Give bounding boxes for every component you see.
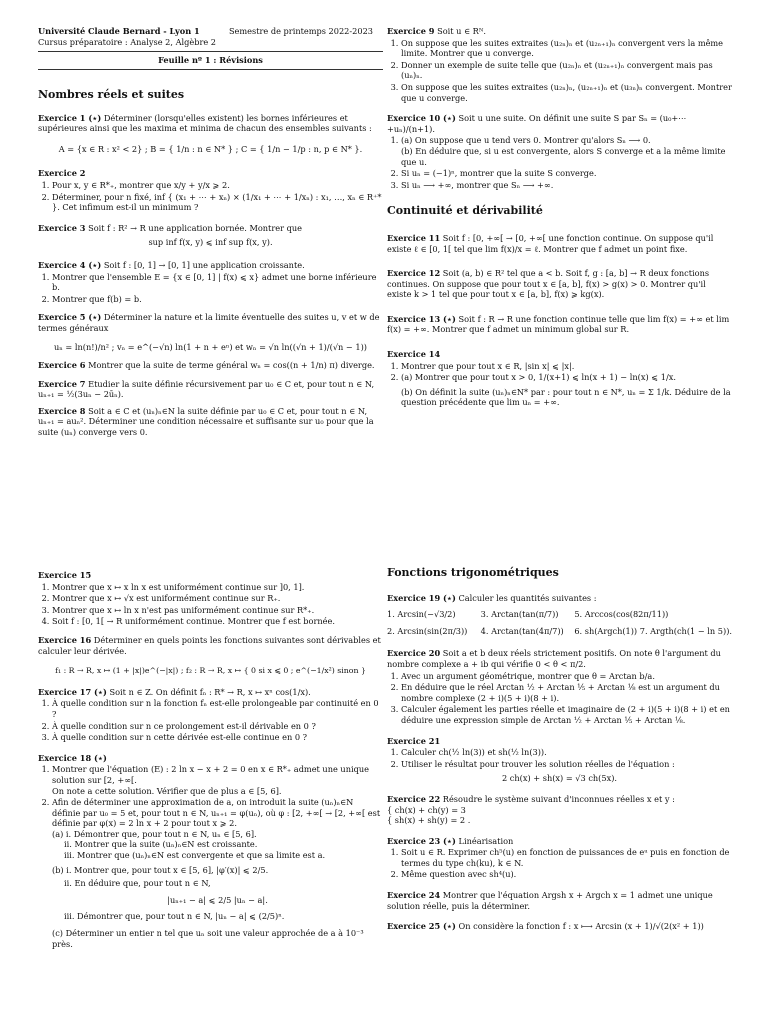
exercise-title: Exercice 7: [38, 378, 86, 389]
semester: Semestre de printemps 2022-2023: [228, 26, 373, 36]
exercise-title: Exercice 6: [38, 360, 86, 371]
list-item: 3. Calculer également les parties réelle et imaginaire de (2 + i)(5 + i)(8 + i) et en déduire une expression simple de Arctan ½ + Arctan ⅕ + Arctan ⅛.: [401, 704, 732, 725]
left-top-column: [38, 90, 383, 438]
exercise-text: Linéarisation: [458, 835, 514, 846]
list-item: 2. Montrer que x ↦ √x est uniformément continue sur R₊.: [52, 593, 383, 604]
exercise-text: Montrer que l'équation Argsh x + Argch x = 1 admet une unique solution réelle, puis la déterminer.: [387, 890, 713, 911]
exercise-text: Soit f : R → R une fonction continue telle que lim f(x) = +∞ et lim f(x) = +∞. Montrer que f admet un minimum global sur R.: [387, 313, 730, 335]
list-item: [52, 797, 383, 949]
list-item: 3. Si uₙ ⟶ +∞, montrer que Sₙ ⟶ +∞.: [401, 180, 732, 191]
grid-cell: 3. Arctan(tan(π/7)): [480, 609, 559, 620]
sub-item: 1. (a) On suppose que u tend vers 0. Montrer qu'alors Sₙ ⟶ 0.: [401, 135, 651, 146]
exercise-title: Exercice 17 (⋆): [38, 686, 107, 697]
exercise-title: Exercice 19 (⋆): [387, 592, 456, 603]
exercise-title: Exercice 24: [387, 890, 441, 901]
sub-item: (c) Déterminer un entier n tel que uₙ soit une valeur approchée de a à 10⁻³ près.: [52, 928, 364, 949]
list-item: 3. À quelle condition sur n cette dérivée est-elle continue en 0 ?: [52, 732, 383, 743]
exercise-title: Exercice 1 (⋆): [38, 112, 102, 123]
list-item: 1. À quelle condition sur n la fonction fₙ est-elle prolongeable par continuité en 0 ?: [52, 698, 383, 719]
list-item: [401, 372, 732, 408]
list-item: 2. Même question avec sh⁴(u).: [401, 869, 732, 880]
exercise-text: Soit u une suite. On définit une suite S par Sₙ = (u₀+⋯+uₙ)/(n+1).: [387, 113, 687, 134]
exercise-18: [38, 753, 383, 950]
exercise-21: [387, 736, 732, 784]
exercise-16: [38, 635, 383, 677]
exercise-text: Soit f : R² → R une application bornée. Montrer que: [88, 222, 302, 233]
item-text: 2. Afin de déterminer une approximation de a, on introduit la suite (uₙ)ₙ∈N définie par u₀ = 5 et, pour tout n ∈ N, uₙ₊₁ = φ(uₙ), où φ : [2, +∞[ → [2, +∞[ est définie par φ(x) = 2 ln x + 2 pour tout x ⩾ 2.: [52, 797, 381, 829]
item-text: On note a cette solution. Vérifier que de plus a ∈ [5, 6].: [52, 785, 282, 796]
exercise-text: On considère la fonction f : x ⟼ Arcsin (x + 1)/√(2(x² + 1)): [458, 921, 704, 932]
exercise-formula: uₙ = ln(n!)/n² ; vₙ = e^(−√n) ln(1 + n + eⁿ) et wₙ = √n ln((√n + 1)/(√n − 1)): [54, 341, 367, 352]
list-item: 1. Pour x, y ∈ R*₊, montrer que x/y + y/x ⩾ 2.: [52, 180, 383, 191]
exercise-text: Soit f : [0, 1] → [0, 1] une application croissante.: [103, 259, 305, 270]
sub-item: 2. (a) Montrer que pour tout x > 0, 1/(x+1) ⩽ ln(x + 1) − ln(x) ⩽ 1/x.: [401, 372, 676, 383]
exercise-title: Exercice 10 (⋆): [387, 113, 456, 124]
exercise-1: [38, 113, 383, 155]
list-item: 2. Montrer que f(b) = b.: [52, 294, 383, 305]
exercise-text: Soit f : [0, +∞[ → [0, +∞[ une fonction continue. On suppose qu'il existe ℓ ∈ [0, 1[ tel que lim f(x)/x = ℓ. Montrer que f admet un point fixe.: [387, 232, 714, 254]
exercise-10: [387, 113, 732, 190]
exercise-text: Soit n ∈ Z. On définit fₙ : R* → R, x ↦ xⁿ cos(1/x).: [109, 686, 311, 697]
list-item: 2. Déterminer, pour n fixé, inf { (x₁ + ⋯ + xₙ) × (1/x₁ + ⋯ + 1/xₙ) : x₁, …, xₙ ∈ R⁺* }. Cet infimum est-il un minimum ?: [52, 192, 383, 213]
list-item: 1. Soit u ∈ R. Exprimer ch⁵(u) en fonction de puissances de eᵘ puis en fonction de termes du type ch(ku), k ∈ N.: [401, 847, 732, 868]
exercise-17: [38, 687, 383, 743]
exercise-text: Soit a ∈ C et (uₙ)ₙ∈N la suite définie par u₀ ∈ C et, pour tout n ∈ N, uₙ₊₁ = auₙ². Déterminer une condition nécessaire et suffisante sur u₀ pour que la suite (uₙ) converge vers 0.: [38, 405, 374, 438]
list-item: 4. Soit f : [0, 1[ → R uniformément continue. Montrer que f est bornée.: [52, 616, 383, 627]
exercise-6: [38, 360, 383, 371]
exercise-3: [38, 223, 383, 248]
exercise-formula: f₁ : R → R, x ↦ (1 + |x|)e^(−|x|) ; f₂ : R → R, x ↦ { 0 si x ⩽ 0 ; e^(−1/x²) sinon }: [55, 666, 366, 676]
grid-cell: 6. sh(Argch(1)) 7. Argth(ch(1 − ln 5)).: [574, 625, 732, 636]
exercise-7: [38, 379, 383, 400]
list-item: 1. Avec un argument géométrique, montrer que θ = Arctan b/a.: [401, 671, 732, 682]
exercise-text: Résoudre le système suivant d'inconnues réelles x et y :: [442, 793, 675, 804]
section-title-continuity: Continuité et dérivabilité: [387, 204, 543, 218]
exercise-title: Exercice 3: [38, 222, 86, 233]
header-rule-bottom: [38, 69, 383, 70]
sub-item: iii. Démontrer que, pour tout n ∈ N, |uₙ − a| ⩽ (2/5)ⁿ.: [64, 911, 285, 922]
exercise-24: [387, 890, 732, 911]
exercise-title: Exercice 4 (⋆): [38, 259, 102, 270]
list-item: [52, 764, 383, 796]
exercise-text: Montrer que la suite de terme général wₙ = cos((n + 1/n) π) diverge.: [88, 360, 375, 371]
exercise-title: Exercice 21: [387, 735, 441, 746]
exercise-text: Soit (a, b) ∈ R² tel que a < b. Soit f, g : [a, b] → R deux fonctions continues. On suppose que pour tout x ∈ [a, b], f(x) > g(x) > 0. Montrer qu'il existe k > 1 tel que pour tout x ∈ [a, b], f(x) ⩾ kg(x).: [387, 268, 710, 300]
course-name: Cursus préparatoire : Analyse 2, Algèbre 2: [38, 37, 217, 47]
header: [38, 26, 383, 48]
exercise-text: Déterminer la nature et la limite éventuelle des suites u, v et w de termes généraux: [38, 312, 380, 333]
exercise-title: Exercice 16: [38, 634, 92, 645]
grid-cell: 4. Arctan(tan(4π/7)): [480, 625, 564, 636]
exercise-23: [387, 836, 732, 880]
sub-item: (b) On définit la suite (uₙ)ₙ∈N* par : pour tout n ∈ N*, uₙ = Σ 1/k. Déduire de la question précédente que lim uₙ = +∞.: [401, 386, 731, 408]
exercise-15: [38, 570, 383, 627]
list-item: 2. En déduire que le réel Arctan ½ + Arctan ⅕ + Arctan ⅛ est un argument du nombre complexe (2 + i)(5 + i)(8 + i).: [401, 682, 732, 703]
exercise-formula: sup inf f(x, y) ⩽ inf sup f(x, y).: [148, 237, 273, 248]
exercise-formula: A = {x ∈ R : x² < 2} ; B = { 1/n : n ∈ N* } ; C = { 1/n − 1/p : n, p ∈ N* }.: [58, 143, 363, 154]
university-name: Université Claude Bernard - Lyon 1: [38, 26, 200, 36]
exercise-formula: |uₙ₊₁ − a| ⩽ 2/5 |uₙ − a|.: [167, 894, 268, 905]
grid-cell: 1. Arcsin(−√3/2): [387, 609, 456, 620]
exercise-text: Calculer les quantités suivantes :: [458, 592, 597, 603]
exercise-title: Exercice 14: [387, 349, 441, 360]
exercise-19: [387, 593, 732, 637]
exercise-22: [387, 794, 732, 826]
system-line: { sh(x) + sh(y) = 2 .: [387, 815, 471, 826]
list-item: 1. Calculer ch(½ ln(3)) et sh(½ ln(3)).: [401, 747, 732, 758]
exercise-11: [387, 233, 732, 254]
sub-item: (b) En déduire que, si u est convergente, alors S converge et a la même limite que u.: [401, 145, 726, 167]
section-title-reals: Nombres réels et suites: [38, 88, 185, 101]
exercise-2: [38, 168, 383, 212]
list-item: [401, 135, 732, 167]
list-item: 2. Donner un exemple de suite telle que (u₂ₙ)ₙ et (u₂ₙ₊₁)ₙ convergent mais pas (uₙ)ₙ.: [401, 60, 732, 81]
left-bottom-column: [38, 570, 383, 950]
list-item: 1. Montrer que l'ensemble E = {x ∈ [0, 1] | f(x) ⩽ x} admet une borne inférieure b.: [52, 272, 383, 293]
exercise-4: [38, 260, 383, 304]
exercise-title: Exercice 18 (⋆): [38, 752, 107, 763]
item-text: 1. Montrer que l'équation (E) : 2 ln x − x + 2 = 0 en x ∈ R*₊ admet une unique solution sur [2, +∞[.: [52, 764, 369, 785]
right-bottom-column: [387, 568, 732, 932]
list-item: 2. Utiliser le résultat pour trouver les solution réelles de l'équation :: [401, 759, 732, 770]
list-item: 3. Montrer que x ↦ ln x n'est pas uniformément continue sur R*₊.: [52, 605, 383, 616]
exercise-title: Exercice 22: [387, 793, 441, 804]
exercise-formula: 2 ch(x) + sh(x) = √3 ch(5x).: [502, 773, 617, 784]
list-item: 1. Montrer que x ↦ x ln x est uniformément continue sur ]0, 1].: [52, 582, 383, 593]
system-line: { ch(x) + ch(y) = 3: [387, 804, 466, 815]
sub-item: (b) i. Montrer que, pour tout x ∈ [5, 6], |φ′(x)| ⩽ 2/5.: [52, 864, 269, 875]
list-item: 2. À quelle condition sur n ce prolongement est-il dérivable en 0 ?: [52, 721, 383, 732]
list-item: 3. On suppose que les suites extraites (u₂ₙ)ₙ, (u₂ₙ₊₁)ₙ et (u₃ₙ)ₙ convergent. Montrer que u converge.: [401, 82, 732, 103]
exercise-9: [387, 26, 732, 103]
exercise-title: Exercice 11: [387, 232, 441, 243]
exercise-8: [38, 406, 383, 438]
exercise-text: Déterminer en quels points les fonctions suivantes sont dérivables et calculer leur dérivée.: [38, 634, 381, 656]
exercise-text: Déterminer (lorsqu'elles existent) les bornes inférieures et supérieures ainsi que les maxima et minima de chacun des ensembles suivants :: [38, 112, 372, 134]
exercise-20: [387, 648, 732, 725]
exercise-12: [387, 268, 732, 300]
header-rule-top: [38, 51, 383, 52]
quantities-grid: [387, 609, 732, 636]
exercise-5: [38, 312, 383, 352]
list-item: 1. On suppose que les suites extraites (u₂ₙ)ₙ et (u₂ₙ₊₁)ₙ convergent vers la même limite. Montrer que u converge.: [401, 38, 732, 59]
exercise-text: Soit a et b deux réels strictement positifs. On note θ l'argument du nombre complexe a + ib qui vérifie 0 < θ < π/2.: [387, 648, 721, 669]
sub-item: (a) i. Démontrer que, pour tout n ∈ N, uₙ ∈ [5, 6].: [52, 828, 257, 839]
exercise-title: Exercice 23 (⋆): [387, 835, 456, 846]
exercise-14: [387, 349, 732, 408]
sheet-title: Feuille nº 1 : Révisions: [158, 55, 263, 65]
exercise-title: Exercice 15: [38, 570, 92, 580]
exercise-title: Exercice 8: [38, 405, 86, 416]
exercise-text: Etudier la suite définie récursivement par u₀ ∈ C et, pour tout n ∈ N, uₙ₊₁ = ½(3uₙ − 2ūₙ).: [38, 378, 375, 400]
list-item: 2. Si uₙ = (−1)ⁿ, montrer que la suite S converge.: [401, 168, 732, 179]
exercise-13: [387, 314, 732, 335]
right-top-column: [387, 26, 732, 409]
exercise-title: Exercice 20: [387, 648, 441, 659]
sub-item: iii. Montrer que (uₙ)ₙ∈N est convergente et que sa limite est a.: [64, 850, 326, 861]
sub-item: ii. Montrer que la suite (uₙ)ₙ∈N est croissante.: [64, 839, 258, 850]
grid-cell: 2. Arcsin(sin(2π/3)): [387, 625, 468, 636]
exercise-25: [387, 921, 732, 932]
exercise-title: Exercice 12: [387, 268, 441, 279]
exercise-title: Exercice 9: [387, 26, 435, 36]
exercise-title: Exercice 13 (⋆): [387, 313, 456, 324]
sub-item: ii. En déduire que, pour tout n ∈ N,: [64, 878, 211, 889]
list-item: 1. Montrer que pour tout x ∈ R, |sin x| ⩽ |x|.: [401, 361, 732, 372]
exercise-text: Soit u ∈ Rᴺ.: [437, 26, 486, 36]
exercise-title: Exercice 2: [38, 168, 86, 179]
grid-cell: 5. Arccos(cos(82π/11)): [574, 609, 669, 620]
exercise-title: Exercice 5 (⋆): [38, 312, 102, 323]
section-title-trig: Fonctions trigonométriques: [387, 566, 559, 579]
exercise-title: Exercice 25 (⋆): [387, 921, 456, 932]
